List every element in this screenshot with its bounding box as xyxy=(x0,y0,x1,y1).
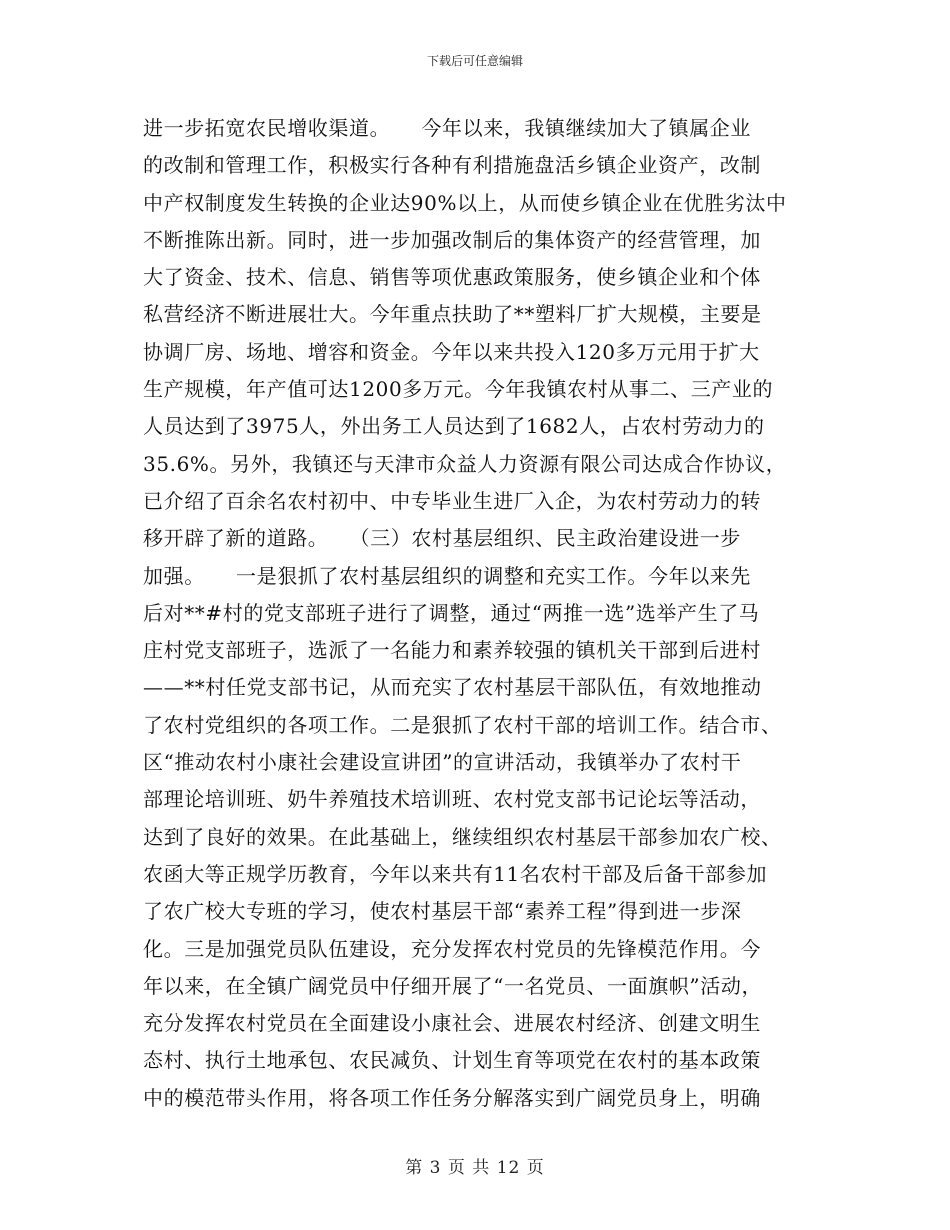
text-line: 35.6%。另外，我镇还与天津市众益人力资源有限公司达成合作协议， xyxy=(143,451,787,476)
document-body xyxy=(143,110,813,1117)
text-line: 中的模范带头作用，将各项工作任务分解落实到广阔党员身上，明确 xyxy=(143,1085,761,1110)
text-line: 充分发挥农村党员在全面建设小康社会、进展农村经济、创建文明生 xyxy=(143,1011,761,1036)
text-line: 农函大等正规学历教育，今年以来共有11名农村干部及后备干部参加 xyxy=(143,861,768,886)
text-line: 部理论培训班、奶牛养殖技术培训班、农村党支部书记论坛等活动， xyxy=(143,787,761,812)
text-line: 化。三是加强党员队伍建设，充分发挥农村党员的先锋模范作用。今 xyxy=(143,936,761,961)
text-line: 态村、执行土地承包、农民减负、计划生育等项党在农村的基本政策 xyxy=(143,1048,761,1073)
text-line: 了农广校大专班的学习，使农村基层干部“素养工程”得到进一步深 xyxy=(143,899,742,924)
page-header-note: 下载后可任意编辑 xyxy=(426,54,523,68)
text-line: 进一步拓宽农民增收渠道。 今年以来，我镇继续加大了镇属企业 xyxy=(143,116,751,140)
text-line: 庄村党支部班子，选派了一名能力和素养较强的镇机关干部到后进村 xyxy=(143,638,761,663)
text-line: 私营经济不断进展壮大。今年重点扶助了**塑料厂扩大规模，主要是 xyxy=(143,302,762,327)
text-line: 后对**#村的党支部班子进行了调整，通过“两推一选”选举产生了马 xyxy=(143,600,760,625)
text-line: 大了资金、技术、信息、销售等项优惠政策服务，使乡镇企业和个体 xyxy=(143,265,761,290)
text-line: 的改制和管理工作，积极实行各种有利措施盘活乡镇企业资产，改制 xyxy=(143,153,761,178)
text-line: 已介绍了百余名农村初中、中专毕业生进厂入企，为农村劳动力的转 xyxy=(143,488,761,513)
text-line: 区“推动农村小康社会建设宣讲团”的宣讲活动，我镇举办了农村干 xyxy=(143,750,742,775)
text-line: 人员达到了3975人，外出务工人员达到了1682人，占农村劳动力的 xyxy=(143,414,765,439)
text-line: 生产规模，年产值可达1200多万元。今年我镇农村从事二、三产业的 xyxy=(143,377,774,402)
text-line: 移开辟了新的道路。 （三）农村基层组织、民主政治建设进一步 xyxy=(143,526,741,551)
text-line: 达到了良好的效果。在此基础上，继续组织农村基层干部参加农广校、 xyxy=(143,824,782,849)
text-line: ——**村任党支部书记，从而充实了农村基层干部队伍，有效地推动 xyxy=(143,675,762,700)
page-number-footer: 第 3 页 共 12 页 xyxy=(405,1158,545,1178)
text-line: 了农村党组织的各项工作。二是狠抓了农村干部的培训工作。结合市、 xyxy=(143,712,782,737)
text-line: 不断推陈出新。同时，进一步加强改制后的集体资产的经营管理，加 xyxy=(143,227,761,252)
text-line: 中产权制度发生转换的企业达90%以上，从而使乡镇企业在优胜劣汰中 xyxy=(143,190,787,215)
text-line: 协调厂房、场地、增容和资金。今年以来共投入120多万元用于扩大 xyxy=(143,339,760,364)
text-line: 加强。 一是狠抓了农村基层组织的调整和充实工作。今年以来先 xyxy=(143,563,751,588)
text-line: 年以来，在全镇广阔党员中仔细开展了“一名党员、一面旗帜”活动， xyxy=(143,973,763,998)
